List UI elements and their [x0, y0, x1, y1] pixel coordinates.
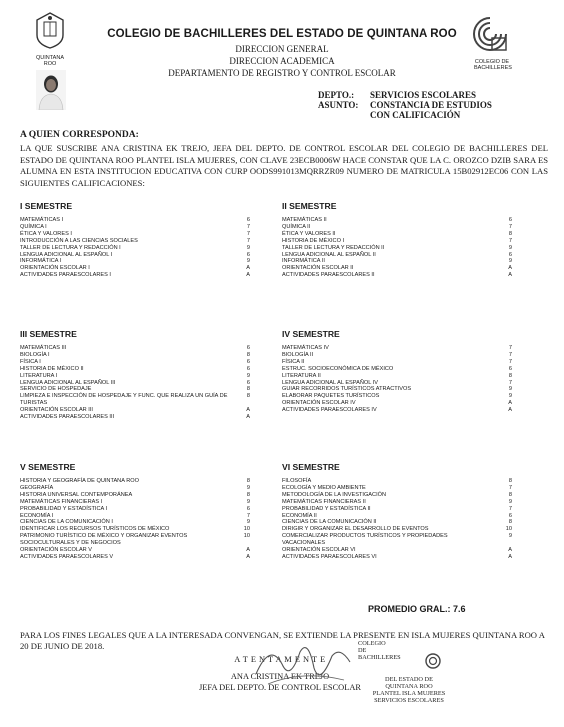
subject-grade: 6 [508, 217, 512, 223]
subject-grade: 8 [508, 491, 512, 498]
grade-row [282, 238, 512, 245]
subject-name: ACTIVIDADES PARAESCOLARES VI [282, 553, 377, 560]
semester-title: VI SEMESTRE [282, 462, 340, 472]
subject-grade: 8 [508, 230, 512, 237]
subject-grade: 6 [246, 379, 250, 386]
subject-name: ORIENTACIÓN ESCOLAR III [20, 407, 93, 414]
institution-title: COLEGIO DE BACHILLERES DEL ESTADO DE QUINTANA ROO [107, 28, 457, 40]
right-logo-caption: COLEGIO DE BACHILLERES [474, 59, 512, 71]
subject-grade: 6 [508, 512, 512, 519]
subject-grade: 6 [246, 217, 250, 223]
subject-name: MATEMÁTICAS FINANCIERAS II [282, 498, 366, 505]
subject-grade: 7 [508, 505, 512, 512]
subject-grade: A [508, 407, 512, 414]
subject-grade: 8 [246, 351, 250, 358]
subject-grade: A [246, 272, 250, 279]
grade-row [20, 414, 250, 421]
semester-block [282, 462, 512, 561]
semester-title: V SEMESTRE [20, 462, 76, 472]
grade-row [20, 359, 250, 366]
grade-row [282, 245, 512, 252]
grade-row [20, 224, 250, 231]
subject-name: LENGUA ADICIONAL AL ESPAÑOL II [282, 251, 376, 258]
subject-name: GEOGRAFÍA [20, 484, 54, 491]
subject-name: HISTORIA Y GEOGRAFÍA DE QUINTANA ROO [20, 478, 139, 484]
grade-row [282, 224, 512, 231]
grade-row [20, 345, 250, 352]
subject-name: SERVICIO DE HOSPEDAJE [20, 386, 92, 393]
subject-grade: A [508, 400, 512, 407]
grades-list [282, 478, 512, 561]
subject-name: ACTIVIDADES PARAESCOLARES V [20, 553, 114, 560]
general-average: PROMEDIO GRAL.: 7.6 [368, 604, 466, 614]
grade-row [282, 533, 512, 547]
subject-grade: 10 [505, 526, 512, 533]
semester-title: II SEMESTRE [282, 201, 337, 211]
subject-name: ESTRUC. SOCIOECONÓMICA DE MÉXICO [282, 365, 394, 372]
subject-grade: 7 [508, 484, 512, 491]
subject-name: MATEMÁTICAS III [20, 345, 67, 351]
grade-row [20, 380, 250, 387]
subject-name: ACTIVIDADES PARAESCOLARES III [20, 414, 115, 421]
subject-name: LENGUA ADICIONAL AL ESPAÑOL IV [282, 379, 378, 386]
subject-name: GUIAR RECORRIDOS TURÍSTICOS ATRACTIVOS [282, 386, 412, 393]
subject-name: IDENTIFICAR LOS RECURSOS TURÍSTICOS DE MÉXICO [20, 526, 170, 533]
subject-name: CIENCIAS DE LA COMUNICACIÓN II [282, 519, 377, 526]
subject-grade: 9 [246, 498, 250, 505]
grade-row [282, 345, 512, 352]
subject-name: ÉTICA Y VALORES I [20, 230, 72, 237]
depto-label: DEPTO.: [318, 90, 355, 100]
stamp-line-4: DEL ESTADO DE [385, 676, 433, 683]
subject-name: TALLER DE LECTURA Y REDACCIÓN I [20, 244, 121, 251]
grade-row [282, 547, 512, 554]
grade-row [282, 231, 512, 238]
grades-list [20, 478, 250, 561]
grade-row [20, 506, 250, 513]
subject-grade: 9 [246, 372, 250, 379]
grade-row [282, 499, 512, 506]
header-line-1: DIRECCION GENERAL [235, 44, 329, 54]
grade-row [282, 554, 512, 561]
subject-name: LIMPIEZA E INSPECCIÓN DE HOSPEDAJE Y FUNC. QUE REALIZA UN GUÍA DE TURISTAS [20, 393, 228, 407]
grade-row [20, 533, 250, 547]
subject-name: ORIENTACIÓN ESCOLAR II [282, 265, 354, 272]
subject-name: PROBABILIDAD Y ESTADÍSTICA II [282, 505, 371, 512]
subject-name: ORIENTACIÓN ESCOLAR I [20, 265, 90, 272]
grade-row [282, 359, 512, 366]
grade-row [20, 265, 250, 272]
subject-grade: A [246, 547, 250, 554]
subject-grade: 9 [246, 519, 250, 526]
subject-name: INTRODUCCIÓN A LAS CIENCIAS SOCIALES [20, 237, 138, 244]
grades-list [282, 217, 512, 279]
subject-name: PROBABILIDAD Y ESTADÍSTICA I [20, 505, 108, 512]
grade-row [282, 373, 512, 380]
semester-block [282, 329, 512, 414]
subject-name: HISTORIA DE MÉXICO I [282, 237, 345, 244]
subject-name: INFORMÁTICA I [20, 258, 62, 265]
depto-value: SERVICIOS ESCOLARES [370, 90, 476, 100]
subject-grade: 7 [508, 358, 512, 365]
subject-name: LITERATURA II [282, 372, 321, 379]
subject-name: MATEMÁTICAS IV [282, 345, 329, 351]
left-logo-caption: QUINTANA ROO [35, 55, 64, 67]
asunto-value-1: CONSTANCIA DE ESTUDIOS [370, 100, 492, 110]
grade-row [20, 478, 250, 485]
stamp-line-1: COLEGIO [358, 640, 386, 647]
subject-name: ORIENTACIÓN ESCOLAR VI [282, 547, 356, 554]
subject-name: ECOLOGÍA Y MEDIO AMBIENTE [282, 484, 366, 491]
grade-row [20, 272, 250, 279]
grade-row [20, 352, 250, 359]
subject-grade: A [246, 265, 250, 272]
stamp-line-5: QUINTANA ROO [385, 683, 433, 690]
subject-name: ORIENTACIÓN ESCOLAR V [20, 547, 93, 554]
subject-name: MATEMÁTICAS I [20, 217, 64, 223]
grade-row [20, 366, 250, 373]
subject-grade: 6 [246, 358, 250, 365]
grade-row [20, 547, 250, 554]
subject-name: ECONOMÍA II [282, 512, 317, 519]
grade-row [20, 393, 250, 407]
subject-grade: 9 [508, 386, 512, 393]
subject-grade: 7 [508, 345, 512, 351]
subject-name: BIOLOGÍA I [20, 351, 50, 358]
stamp-line-3: BACHILLERES [358, 654, 401, 661]
subject-name: LITERATURA I [20, 372, 58, 379]
grades-list [282, 345, 512, 414]
subject-grade: A [246, 407, 250, 414]
stamp-line-7: SERVICIOS ESCOLARES [374, 697, 444, 704]
official-stamp [358, 640, 458, 726]
subject-grade: 8 [508, 519, 512, 526]
subject-name: PATRIMONIO TURÍSTICO DE MÉXICO Y ORGANIZAR EVENTOS SOCIOCULTURALES Y DE NEGOCIOS [20, 533, 188, 547]
stamp-emblem-icon [424, 652, 444, 670]
subject-name: ELABORAR PAQUETES TURÍSTICOS [282, 393, 380, 400]
subject-grade: 7 [508, 379, 512, 386]
grade-row [20, 217, 250, 224]
subject-name: ÉTICA Y VALORES II [282, 230, 336, 237]
subject-grade: 6 [246, 365, 250, 372]
subject-grade: A [508, 547, 512, 554]
header-line-3: DEPARTAMENTO DE REGISTRO Y CONTROL ESCOLAR [168, 68, 396, 78]
subject-grade: 7 [246, 223, 250, 230]
subject-grade: A [246, 553, 250, 560]
subject-name: MATEMÁTICAS FINANCIERAS I [20, 498, 103, 505]
subject-name: HISTORIA UNIVERSAL CONTEMPORÁNEA [20, 491, 133, 498]
signature-name: ANA CRISTINA EK TREJO [230, 672, 330, 681]
subject-grade: 6 [246, 505, 250, 512]
semester-block [20, 329, 250, 421]
grade-row [282, 366, 512, 373]
subject-grade: 6 [246, 251, 250, 258]
grade-row [20, 231, 250, 238]
semester-block [20, 462, 250, 561]
grade-row [282, 485, 512, 492]
subject-name: ACTIVIDADES PARAESCOLARES IV [282, 407, 377, 414]
asunto-value-2: CON CALIFICACIÓN [370, 110, 461, 120]
subject-name: CIENCIAS DE LA COMUNICACIÓN I [20, 519, 113, 526]
subject-grade: A [508, 272, 512, 279]
semester-block [282, 201, 512, 279]
grade-row [282, 478, 512, 485]
subject-grade: 9 [246, 258, 250, 265]
subject-grade: 10 [243, 526, 250, 533]
subject-grade: 7 [246, 237, 250, 244]
grades-list [20, 345, 250, 421]
grade-row [20, 373, 250, 380]
subject-grade: A [508, 265, 512, 272]
grade-row [20, 499, 250, 506]
salutation: A QUIEN CORRESPONDA: [20, 130, 139, 140]
grade-row [20, 238, 250, 245]
subject-grade: 6 [508, 251, 512, 258]
subject-name: MATEMÁTICAS II [282, 217, 327, 223]
stamp-line-6: PLANTEL ISLA MUJERES [372, 690, 446, 697]
grade-row [282, 400, 512, 407]
subject-grade: 7 [508, 237, 512, 244]
subject-grade: 9 [246, 484, 250, 491]
subject-grade: 10 [243, 533, 250, 540]
grade-row [20, 407, 250, 414]
subject-name: ORIENTACIÓN ESCOLAR IV [282, 400, 356, 407]
grade-row [282, 506, 512, 513]
grade-row [282, 265, 512, 272]
subject-grade: A [246, 414, 250, 421]
semester-block [20, 201, 250, 279]
subject-grade: 9 [508, 498, 512, 505]
subject-name: LENGUA ADICIONAL AL ESPAÑOL I [20, 251, 113, 258]
grade-row [20, 554, 250, 561]
certificate-body: LA QUE SUSCRIBE ANA CRISTINA EK TREJO, JEFA DEL DEPTO. DE CONTROL ESCOLAR DEL COLEGIO DE BACHILLERES DEL ESTADO DE QUINTANA ROO PLANTEL ISLA MUJERES, CON CLAVE 23ECB0006W HACE CONSTAR QUE LA C. OROZCO DZIB SARA ES ALUMNA EN ESTA INSTITUCION EDUCATIVA CON CURP OODS991013MQRRZR09 NUMERO DE MATRICULA 15B02912EC06 CON LAS SIGUIENTES CALIFICACIONES: [20, 143, 548, 188]
subject-grade: 7 [246, 230, 250, 237]
signature-atentamente: A T E N T A M E N T E [234, 655, 326, 664]
signature-position: JEFA DEL DEPTO. DE CONTROL ESCOLAR [199, 683, 361, 692]
subject-grade: 9 [246, 244, 250, 251]
grade-row [282, 519, 512, 526]
subject-grade: 8 [246, 393, 250, 400]
asunto-label: ASUNTO: [318, 100, 359, 110]
subject-name: INFORMÁTICA II [282, 258, 325, 265]
grade-row [282, 407, 512, 414]
semester-title: IV SEMESTRE [282, 329, 340, 339]
subject-grade: 8 [508, 372, 512, 379]
subject-grade: 8 [246, 478, 250, 484]
grade-row [282, 272, 512, 279]
subject-grade: 8 [246, 491, 250, 498]
closing-text: PARA LOS FINES LEGALES QUE A LA INTERESADA CONVENGAN, SE EXTIENDE LA PRESENTE EN ISLA MUJERES QUINTANA ROO A 20 DE JUNIO DE 2018. [20, 630, 545, 651]
subject-grade: 9 [508, 393, 512, 400]
semester-title: III SEMESTRE [20, 329, 77, 339]
subject-name: DIRIGIR Y ORGANIZAR EL DESARROLLO DE EVENTOS [282, 526, 429, 533]
handwritten-signature [248, 634, 358, 694]
subject-grade: 6 [246, 345, 250, 351]
subject-grade: 9 [508, 258, 512, 265]
subject-name: ACTIVIDADES PARAESCOLARES II [282, 272, 375, 279]
subject-name: FÍSICA II [282, 358, 305, 365]
subject-name: TALLER DE LECTURA Y REDACCIÓN II [282, 244, 385, 251]
subject-grade: 7 [508, 351, 512, 358]
stamp-line-2: DE [358, 647, 367, 654]
grade-row [282, 492, 512, 499]
grade-row [20, 245, 250, 252]
subject-name: METODOLOGÍA DE LA INVESTIGACIÓN [282, 491, 387, 498]
grade-row [20, 492, 250, 499]
subject-grade: 9 [508, 244, 512, 251]
subject-name: HISTORIA DE MÉXICO II [20, 365, 84, 372]
header-line-2: DIRECCION ACADEMICA [229, 56, 335, 66]
subject-name: ECONOMÍA I [20, 512, 54, 519]
grades-list [20, 217, 250, 279]
subject-name: COMERCIALIZAR PRODUCTOS TURÍSTICOS Y PROPIEDADES VACACIONALES [282, 533, 448, 547]
subject-name: FILOSOFÍA [282, 478, 312, 484]
subject-grade: 6 [508, 365, 512, 372]
subject-name: BIOLOGÍA II [282, 351, 314, 358]
grade-row [282, 217, 512, 224]
subject-name: QUÍMICA II [282, 223, 311, 230]
subject-grade: 8 [508, 478, 512, 484]
subject-grade: 9 [508, 533, 512, 540]
subject-grade: 7 [246, 512, 250, 519]
subject-name: FÍSICA I [20, 358, 41, 365]
grade-row [20, 485, 250, 492]
subject-grade: 7 [508, 223, 512, 230]
subject-name: LENGUA ADICIONAL AL ESPAÑOL III [20, 379, 116, 386]
subject-grade: A [508, 553, 512, 560]
subject-name: QUÍMICA I [20, 223, 47, 230]
grade-row [282, 352, 512, 359]
subject-grade: 8 [246, 386, 250, 393]
subject-name: ACTIVIDADES PARAESCOLARES I [20, 272, 111, 279]
semester-title: I SEMESTRE [20, 201, 73, 211]
